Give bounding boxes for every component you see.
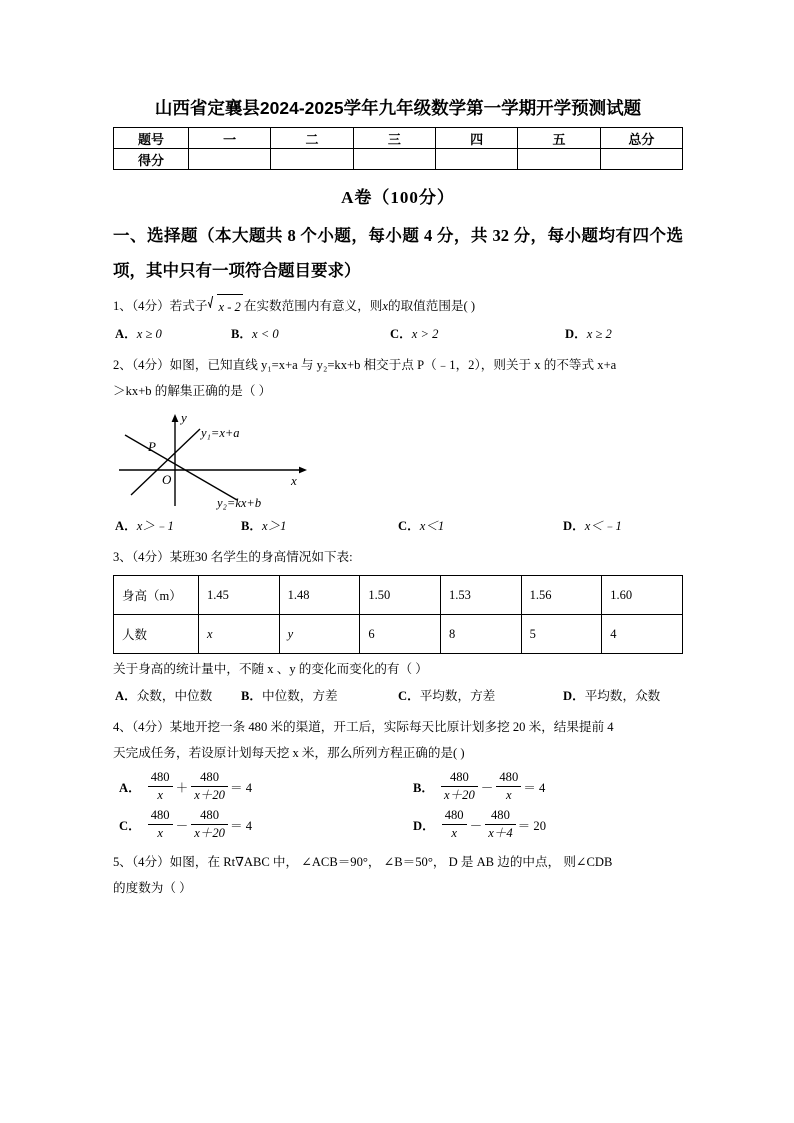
height-cell-2: 1.48: [279, 576, 360, 615]
score-table-col-2: 二: [271, 128, 353, 149]
data-table-row-header-count: 人数: [114, 615, 199, 654]
question-4-options: [113, 770, 683, 844]
count-cell-6: 4: [602, 615, 683, 654]
page-title: 山西省定襄县2024-2025学年九年级数学第一学期开学预测试题: [154, 98, 642, 118]
count-cell-5: 5: [521, 615, 602, 654]
score-table-row-label: 得分: [114, 149, 189, 170]
height-cell-6: 1.60: [602, 576, 683, 615]
option-3-b[interactable]: B．中位数，方差: [241, 689, 338, 703]
count-cell-1: x: [199, 615, 280, 654]
score-table-col-3: 三: [353, 128, 435, 149]
volume-title: A卷（100分）: [341, 188, 455, 207]
x-axis-label: x: [291, 473, 297, 488]
option-3-c[interactable]: C．平均数，方差: [398, 689, 496, 703]
fraction-2: $\frac{480}{x+20}$: [191, 808, 228, 841]
question-5-number: 5、: [113, 855, 132, 869]
option-2-c[interactable]: C．x＜1: [398, 519, 445, 533]
option-4-c[interactable]: C． $\frac{480}{x}$ － $\frac{480}{x+20}$ ＝ 4: [119, 808, 253, 840]
question-2-points: （4分）: [131, 358, 170, 372]
option-4-b[interactable]: B． $\frac{480}{x+20}$ － $\frac{480}{x}$ ＝ 4: [413, 770, 546, 802]
table-row-heights: [114, 576, 683, 615]
height-cell-1: 1.45: [199, 576, 280, 615]
question-2-figure: [113, 406, 683, 512]
origin-label: O: [162, 472, 172, 487]
question-2-line-1: 如图，已知直线 y₁=x+a 与 y₂=kx+b 相交于点 P（﹣1，2），则关于 x 的不等式 x+a: [169, 358, 617, 372]
question-2-number: 2、: [113, 358, 132, 372]
score-table-col-4: 四: [435, 128, 517, 149]
question-1-options: [113, 322, 683, 347]
question-1-variable: x: [382, 299, 388, 313]
option-2-b[interactable]: B．x＞1: [241, 519, 287, 533]
option-2-a[interactable]: A．x＞﹣1: [115, 519, 174, 533]
question-5-line-1: 如图，在 Rt∇ABC 中， ∠ACB＝90°， ∠B＝50°， D 是 AB 边的中点， 则∠CDB: [169, 855, 613, 869]
line-y2-label: y₂=kx+b: [217, 496, 262, 510]
y-axis-label: y: [181, 410, 187, 425]
question-3-sub-stem-wrap: [113, 657, 683, 682]
question-1: [113, 294, 683, 320]
question-3-sub-stem: 关于身高的统计量中，不随 x 、y 的变化而变化的有（ ）: [113, 662, 428, 676]
question-1-stem-after: 在实数范围内有意义，则: [243, 299, 383, 313]
score-cell-4: [435, 149, 517, 170]
question-2: [113, 353, 683, 378]
score-table-col-1: 一: [189, 128, 271, 149]
question-3-stem: 某班30 名学生的身高情况如下表:: [169, 550, 353, 564]
question-4-line-2-wrap: [113, 741, 683, 766]
height-data-table: [113, 575, 683, 654]
question-5: [113, 850, 683, 875]
count-cell-2: y: [279, 615, 360, 654]
line-y2: [125, 435, 237, 500]
question-1-number: 1、: [113, 299, 132, 313]
x-axis-arrow: [299, 467, 307, 474]
height-cell-3: 1.50: [360, 576, 441, 615]
option-3-d[interactable]: D．平均数，众数: [563, 689, 661, 703]
line-graph-svg: [115, 406, 355, 512]
option-2-d[interactable]: D．x＜﹣1: [563, 519, 622, 533]
option-1-d[interactable]: D．x ≥ 2: [565, 327, 612, 341]
height-cell-4: 1.53: [440, 576, 521, 615]
fraction-2: $\frac{480}{x+4}$: [485, 808, 515, 841]
question-1-stem-before: 若式子: [169, 299, 208, 313]
table-row-scores: [114, 149, 683, 170]
point-p-label: P: [148, 439, 156, 454]
fraction-2: $\frac{480}{x}$: [496, 770, 521, 803]
score-table-row-label: 题号: [114, 128, 189, 149]
count-cell-4: 8: [440, 615, 521, 654]
question-4-line-1: 某地开挖一条 480 米的渠道，开工后，实际每天比原计划多挖 20 米，结果提前 4: [169, 720, 614, 734]
data-table-row-header-height: 身高（m）: [114, 576, 199, 615]
score-cell-2: [271, 149, 353, 170]
score-table: [113, 127, 683, 170]
score-table-col-total: 总分: [600, 128, 682, 149]
question-4-points: （4分）: [131, 720, 170, 734]
option-3-a[interactable]: A．众数，中位数: [115, 689, 213, 703]
square-root-expression: x - 2: [208, 294, 242, 320]
table-row-header: [114, 128, 683, 149]
question-4: [113, 715, 683, 740]
option-4-d[interactable]: D． $\frac{480}{x}$ － $\frac{480}{x+4}$ ＝ 20: [413, 808, 547, 840]
option-1-c[interactable]: C．x > 2: [390, 327, 439, 341]
score-cell-5: [518, 149, 600, 170]
line-y1-label: y₁=x+a: [201, 426, 240, 440]
table-row-counts: [114, 615, 683, 654]
fraction-1: $\frac{480}{x}$: [148, 770, 173, 803]
question-1-stem-end: 的取值范围是( ): [387, 299, 476, 313]
question-5-points: （4分）: [131, 855, 170, 869]
section-heading: 一、选择题（本大题共 8 个小题，每小题 4 分，共 32 分，每小题均有四个选项，其中只有一项符合题目要求）: [113, 226, 683, 280]
question-5-line-2-wrap: [113, 876, 683, 901]
fraction-1: $\frac{480}{x}$: [442, 808, 467, 841]
count-cell-3: 6: [360, 615, 441, 654]
option-4-a[interactable]: A． $\frac{480}{x}$ ＋ $\frac{480}{x+20}$ ＝ 4: [119, 770, 253, 802]
question-3-options: [113, 684, 683, 709]
page-content: [113, 96, 683, 901]
question-3: [113, 545, 683, 570]
question-2-line-2: ＞kx+b 的解集正确的是（ ）: [113, 384, 272, 398]
question-4-line-2: 天完成任务，若设原计划每天挖 x 米，那么所列方程正确的是( ): [113, 746, 465, 760]
height-cell-5: 1.56: [521, 576, 602, 615]
question-3-number: 3、: [113, 550, 132, 564]
score-cell-1: [189, 149, 271, 170]
option-1-b[interactable]: B．x < 0: [231, 327, 279, 341]
fraction-1: $\frac{480}{x+20}$: [441, 770, 478, 803]
option-1-a[interactable]: A．x ≥ 0: [115, 327, 162, 341]
question-4-number: 4、: [113, 720, 132, 734]
question-3-points: （4分）: [131, 550, 170, 564]
fraction-1: $\frac{480}{x}$: [148, 808, 173, 841]
question-1-points: （4分）: [131, 299, 170, 313]
question-2-line-2-wrap: [113, 379, 683, 404]
score-table-col-5: 五: [518, 128, 600, 149]
score-cell-total: [600, 149, 682, 170]
question-5-line-2: 的度数为（ ）: [113, 881, 192, 895]
fraction-2: $\frac{480}{x+20}$: [191, 770, 228, 803]
y-axis-arrow: [172, 414, 179, 422]
question-2-options: [113, 514, 683, 539]
score-cell-3: [353, 149, 435, 170]
